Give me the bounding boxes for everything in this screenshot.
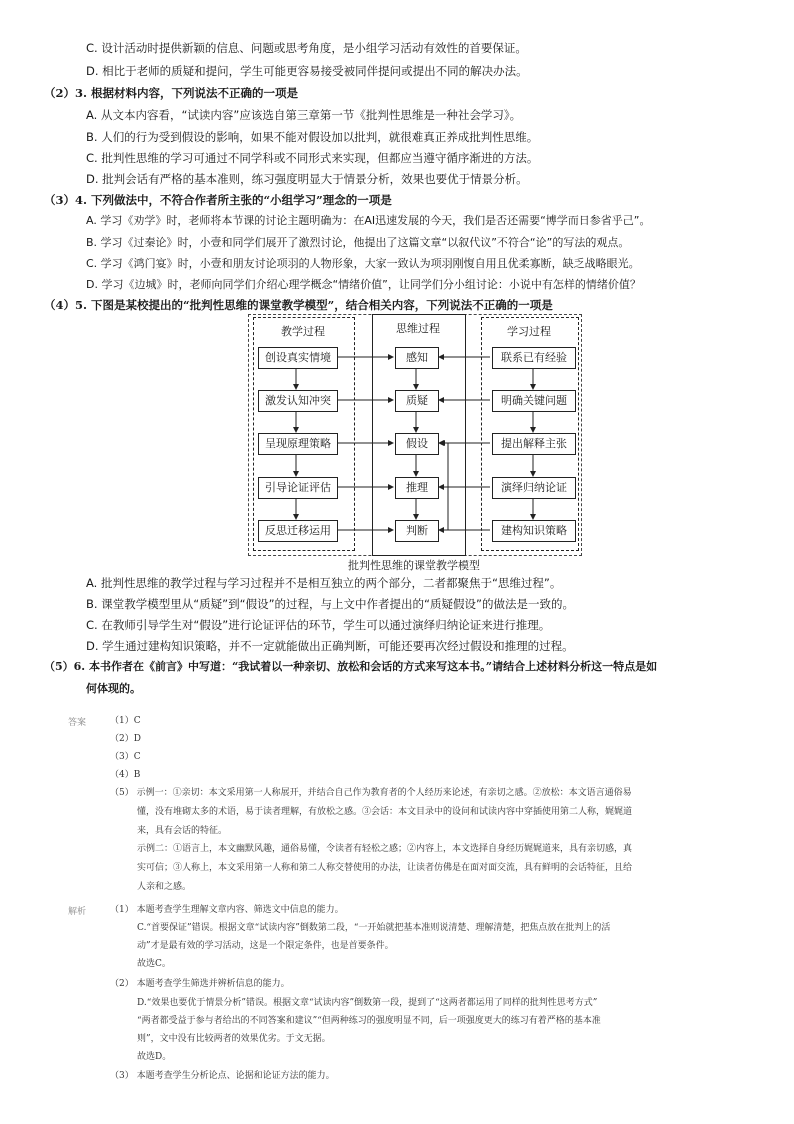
- question-4-stem: （3）4. 下列做法中，不符合作者所主张的“小组学习”理念的一项是: [44, 193, 392, 207]
- answer-3: （3）C: [110, 752, 141, 762]
- answer-5-line-5: 实可信；③人称上，本文采用第一人称和第二人称交替使用的办法，让读者仿佛是在面对面交流，具有鲜明的会话特征，且给: [137, 863, 633, 873]
- option-a-q5: A. 批判性思维的教学过程与学习过程并不是相互独立的两个部分，二者都聚焦于“思维过程”。: [86, 576, 562, 590]
- answer-label: 答案: [68, 718, 87, 728]
- option-c-q5: C. 在教师引导学生对“假设”进行论证评估的环节，学生可以通过演绎归纳论证来进行推理。: [86, 618, 551, 632]
- column-title-teaching: 教学过程: [281, 325, 325, 338]
- learning-step-3: 提出解释主张: [492, 433, 576, 455]
- thinking-step-5: 判断: [395, 520, 439, 542]
- column-title-thinking: 思维过程: [396, 322, 440, 335]
- option-b-q4: B. 学习《过秦论》时，小壹和同学们展开了激烈讨论，他提出了这篇文章“以叙代议”不符合“论”的写法的观点。: [86, 236, 630, 249]
- question-6-stem: （5）6. 本书作者在《前言》中写道：“我试着以一种亲切、放松和会话的方式来写这本书。”请结合上述材料分析这一特点是如: [44, 660, 658, 673]
- teaching-step-1: 创设真实情境: [258, 347, 338, 369]
- question-5-stem: （4）5. 下图是某校提出的“批判性思维的课堂教学模型”，结合相关内容，下列说法不正确的一项是: [44, 298, 553, 312]
- teaching-step-5: 反思迁移运用: [258, 520, 338, 542]
- option-b-q3: B. 人们的行为受到假设的影响，如果不能对假设加以批判，就很难真正养成批判性思维。: [86, 130, 539, 144]
- answer-5-line-3: 来，具有会话的特征。: [137, 826, 228, 836]
- option-d-q2: D. 相比于老师的质疑和提问，学生可能更容易接受被同伴提问或提出不同的解决办法。: [86, 64, 528, 78]
- analysis-label: 解析: [68, 907, 87, 917]
- analysis-2-line-1: D.“效果也要优于情景分析”错误。根据文章“试读内容”倒数第一段，提到了“这两者都运用了同样的批判性思考方式”: [137, 998, 598, 1008]
- teaching-step-2: 激发认知冲突: [258, 390, 338, 412]
- option-d-q3: D. 批判会话有严格的基本准则，练习强度明显大于情景分析，效果也要优于情景分析。: [86, 172, 528, 186]
- teaching-step-3: 呈现原理策略: [258, 433, 338, 455]
- analysis-2-line-2: “两者都受益于参与者给出的不同答案和建议”“但两种练习的强度明显不同，后一项强度更大的练习有着严格的基本准: [137, 1016, 601, 1026]
- option-c-q3: C. 批判性思维的学习可通过不同学科或不同形式来实现，但都应当遵守循序渐进的方法。: [86, 151, 539, 165]
- diagram-caption: 批判性思维的课堂教学模型: [348, 559, 480, 572]
- answer-2: （2）D: [110, 734, 141, 744]
- analysis-2-line-3: 则”，文中没有比较两者的效果优劣。于文无据。: [137, 1034, 331, 1044]
- thinking-step-3: 假设: [395, 433, 439, 455]
- answer-5-line-6: 人亲和之感。: [137, 882, 192, 892]
- question-6-stem-cont: 何体现的。: [86, 682, 141, 695]
- option-a-q4: A. 学习《劝学》时，老师将本节课的讨论主题明确为：在AI迅速发展的今天，我们是否还需要“博学而日参省乎己”。: [86, 214, 651, 227]
- option-c-q2: C. 设计活动时提供新颖的信息、问题或思考角度，是小组学习活动有效性的首要保证。: [86, 41, 527, 55]
- answer-1: （1）C: [110, 716, 141, 726]
- analysis-1-line-3: 故选C。: [137, 959, 171, 969]
- option-b-q5: B. 课堂教学模型里从“质疑”到“假设”的过程，与上文中作者提出的“质疑假设”的做法是一致的。: [86, 597, 574, 611]
- thinking-step-4: 推理: [395, 477, 439, 499]
- learning-step-5: 建构知识策略: [492, 520, 576, 542]
- learning-step-2: 明确关键问题: [492, 390, 576, 412]
- teaching-step-4: 引导论证评估: [258, 477, 338, 499]
- analysis-3-head: （3） 本题考查学生分析论点、论据和论证方法的能力。: [110, 1071, 335, 1081]
- analysis-1-head: （1） 本题考查学生理解文章内容、筛选文中信息的能力。: [110, 905, 344, 915]
- thinking-step-2: 质疑: [395, 390, 439, 412]
- option-d-q4: D. 学习《边城》时，老师向同学们介绍心理学概念“情绪价值”，让同学们分小组讨论：小说中有怎样的情绪价值？: [86, 278, 641, 291]
- answer-5-line-4: 示例二：①语言上，本文幽默风趣，通俗易懂，令读者有轻松之感；②内容上，本文选择自身经历娓娓道来，具有亲切感，真: [137, 844, 633, 854]
- learning-step-4: 演绎归纳论证: [492, 477, 576, 499]
- analysis-2-line-4: 故选D。: [137, 1052, 172, 1062]
- option-a-q3: A. 从文本内容看，“试读内容”应该选自第三章第一节《批判性思维是一种社会学习》。: [86, 108, 522, 122]
- column-title-learning: 学习过程: [507, 325, 551, 338]
- learning-step-1: 联系已有经验: [492, 347, 576, 369]
- analysis-1-line-1: C.“首要保证”错误。根据文章“试读内容”倒数第二段，“一开始就把基本准则说清楚、理解清楚，把焦点放在批判上的活: [137, 923, 611, 933]
- analysis-1-line-2: 动”才是最有效的学习活动，这是一个限定条件，也是首要条件。: [137, 941, 394, 951]
- thinking-step-1: 感知: [395, 347, 439, 369]
- answer-5-line-2: 懂，没有堆砌太多的术语，易于读者理解，有放松之感。③会话：本文目录中的设问和试读内容中穿插使用第二人称，娓娓道: [137, 807, 633, 817]
- answer-5-line-1: （5） 示例一：①亲切：本文采用第一人称展开，并结合自己作为教育者的个人经历来论述，有亲切之感。②放松：本文语言通俗易: [110, 788, 632, 798]
- option-c-q4: C. 学习《鸿门宴》时，小壹和朋友讨论项羽的人物形象，大家一致认为项羽刚愎自用且优柔寡断，缺乏战略眼光。: [86, 257, 640, 270]
- option-d-q5: D. 学生通过建构知识策略，并不一定就能做出正确判断，可能还要再次经过假设和推理的过程。: [86, 639, 574, 653]
- question-3-stem: （2）3. 根据材料内容，下列说法不正确的一项是: [44, 86, 299, 100]
- analysis-2-head: （2） 本题考查学生筛选并辨析信息的能力。: [110, 979, 290, 989]
- answer-4: （4）B: [110, 770, 141, 780]
